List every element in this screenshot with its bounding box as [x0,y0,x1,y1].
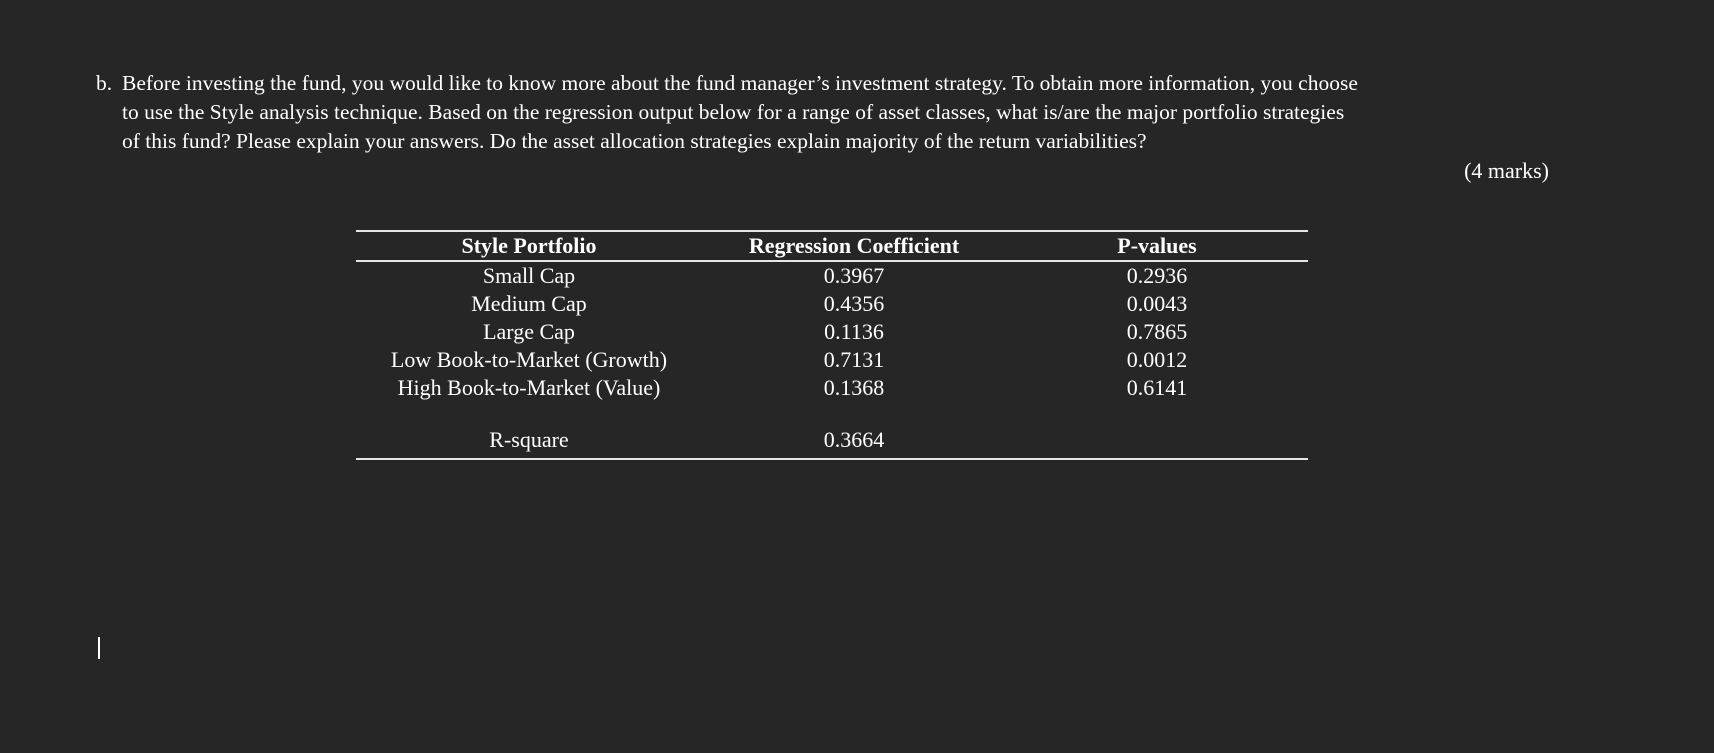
coefficient-cell: 0.7131 [823,347,885,372]
style-cell: Small Cap [482,263,576,288]
p-value-cell: 0.6141 [1126,375,1188,400]
coefficient-cell: 0.1136 [824,319,884,344]
question-text-line: to use the Style analysis technique. Based on the regression output below for a range of asset classes, what is/are the major portfolio strategies [122,100,1345,124]
header-p-values: P-values [1117,233,1197,258]
question-block [96,69,1576,156]
text-cursor [98,637,100,659]
coefficient-cell: 0.3967 [823,263,885,288]
marks-label: (4 marks) [1464,158,1549,183]
style-cell: High Book-to-Market (Value) [397,375,661,400]
r-square-label: R-square [489,427,569,452]
p-value-cell: 0.7865 [1126,319,1188,344]
table-row [356,346,1308,374]
coefficient-cell: 0.4356 [823,291,885,316]
style-cell: Medium Cap [471,291,587,316]
r-square-value: 0.3664 [823,427,885,452]
question-line-1 [96,69,1576,98]
style-cell: Large Cap [483,319,575,344]
p-value-cell: 0.2936 [1126,263,1188,288]
question-text-line: Before investing the fund, you would like to know more about the fund manager’s investment strategy. To obtain more information, you choose [122,71,1358,95]
table-row [356,318,1308,346]
question-marker: b. [96,71,113,95]
header-style-portfolio: Style Portfolio [461,233,597,258]
style-analysis-table [356,230,1308,460]
question-line-3 [96,127,1576,156]
style-cell: Low Book-to-Market (Growth) [390,347,668,372]
p-value-cell: 0.0043 [1126,291,1188,316]
table-row [356,262,1308,290]
p-value-cell: 0.0012 [1126,347,1188,372]
r-square-row [356,426,1308,454]
question-line-2 [96,98,1576,127]
table-row [356,290,1308,318]
table-header-row [356,232,1308,260]
table-bottom-rule [356,458,1308,460]
table-row [356,374,1308,402]
header-regression-coefficient: Regression Coefficient [748,233,960,258]
coefficient-cell: 0.1368 [823,375,885,400]
question-text-line: of this fund? Please explain your answers. Do the asset allocation strategies explain majority of the return variabilities? [122,129,1147,153]
